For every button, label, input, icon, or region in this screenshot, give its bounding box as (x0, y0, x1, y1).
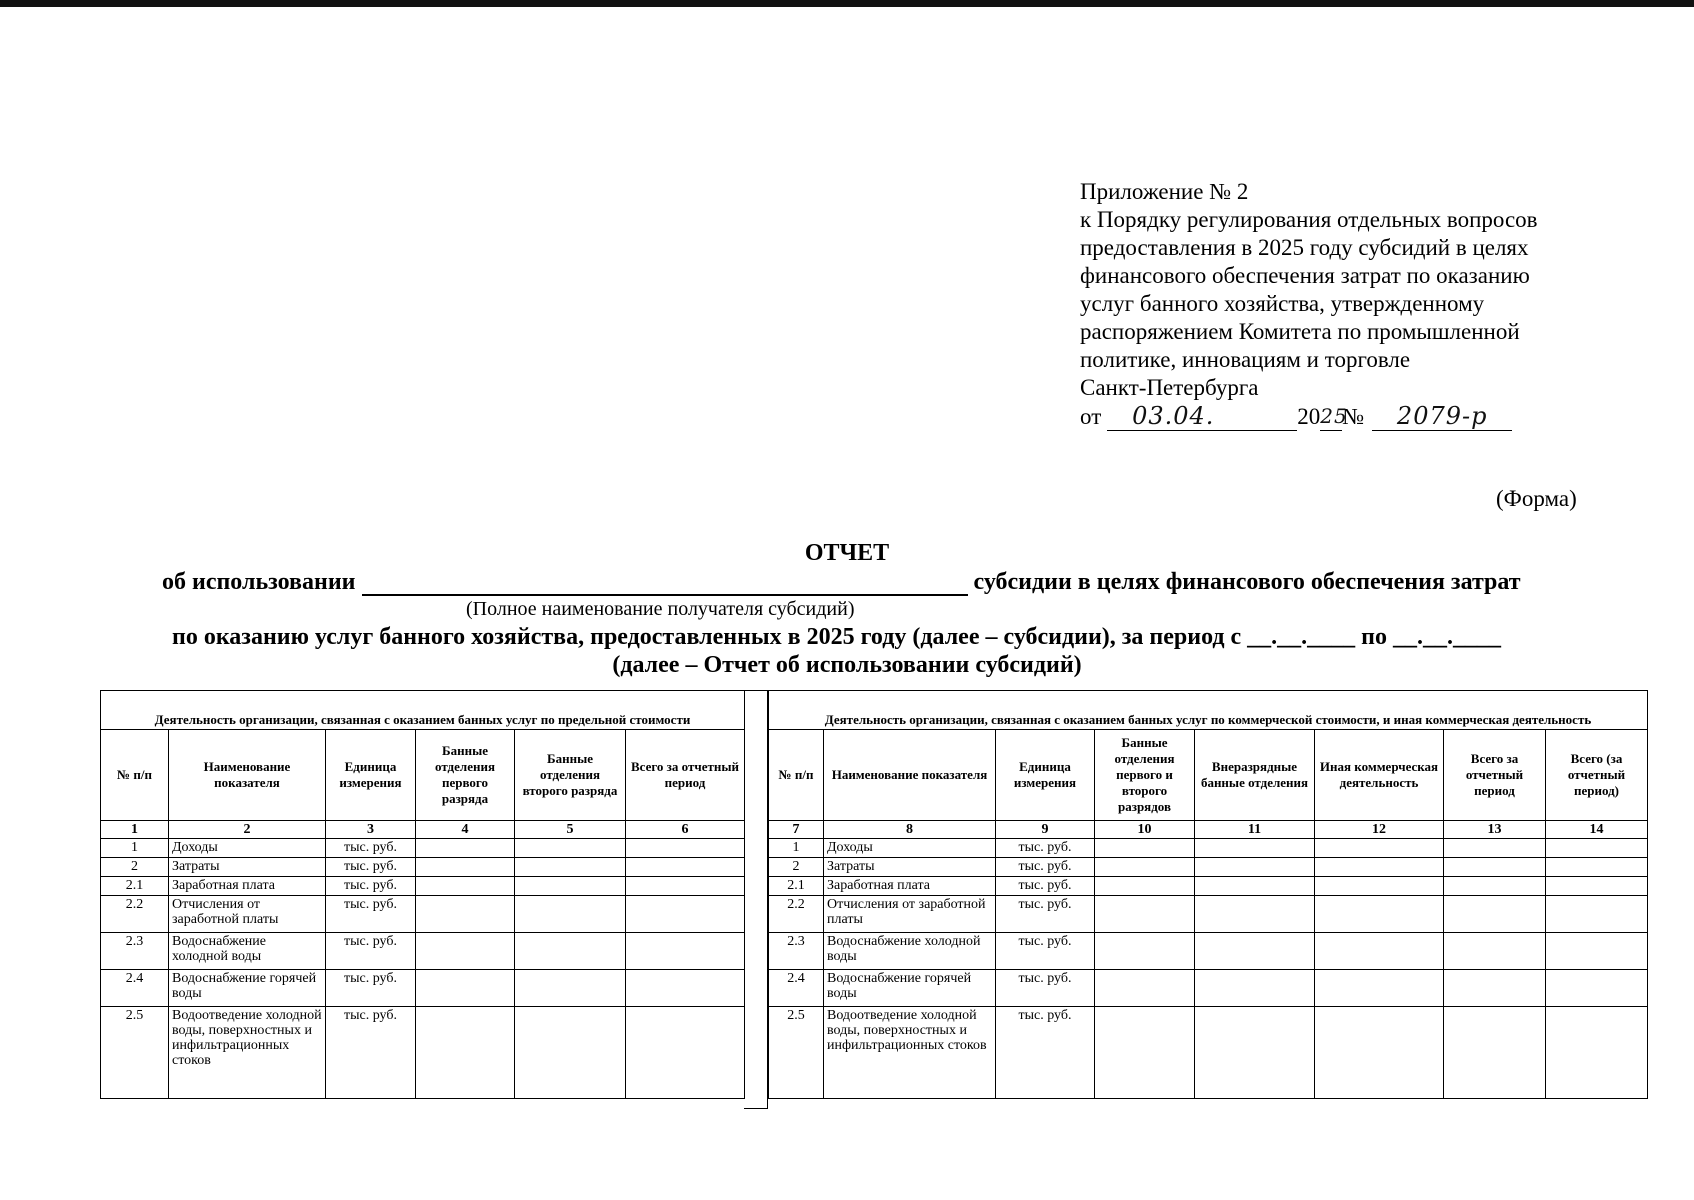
col-header: Всего за отчетный период (1444, 730, 1546, 821)
value-cell[interactable] (1546, 858, 1648, 877)
row-name: Отчисления от заработной платы (824, 896, 996, 933)
value-cell[interactable] (1546, 1007, 1648, 1099)
handwritten-order-number: 2079-р (1372, 402, 1512, 431)
row-number: 2 (101, 858, 169, 877)
col-header: № п/п (101, 730, 169, 821)
value-cell[interactable] (1315, 1007, 1444, 1099)
value-cell[interactable] (1546, 877, 1648, 896)
value-cell[interactable] (515, 839, 626, 858)
col-number: 3 (326, 821, 416, 839)
appendix-line: к Порядку регулирования отдельных вопросов (1080, 207, 1538, 232)
report-period-line: по оказанию услуг банного хозяйства, предоставленных в 2025 году (далее – субсидии), за период с __.__.____ по __.__.____ (172, 624, 1501, 650)
col-header: Банные отделения первого и второго разрядов (1095, 730, 1195, 821)
row-number: 2.3 (769, 933, 824, 970)
table-row (101, 858, 745, 877)
row-unit: тыс. руб. (996, 877, 1095, 896)
row-unit: тыс. руб. (996, 858, 1095, 877)
value-cell[interactable] (1444, 1007, 1546, 1099)
value-cell[interactable] (626, 839, 745, 858)
row-number: 2.1 (101, 877, 169, 896)
right-column-number-row (769, 821, 1648, 839)
table-row (101, 1007, 745, 1099)
appendix-block (1080, 178, 1640, 431)
subtitle-right: субсидии в целях финансового обеспечения затрат (973, 569, 1521, 595)
col-number: 1 (101, 821, 169, 839)
year-prefix: 20 (1297, 404, 1321, 429)
row-name: Водоотведение холодной воды, поверхностных и инфильтрационных стоков (169, 1007, 326, 1099)
row-name: Доходы (824, 839, 996, 858)
value-cell[interactable] (1095, 877, 1195, 896)
left-report-table (100, 690, 745, 1099)
col-number: 6 (626, 821, 745, 839)
col-number: 14 (1546, 821, 1648, 839)
col-number: 9 (996, 821, 1095, 839)
row-unit: тыс. руб. (996, 933, 1095, 970)
row-name: Водоотведение холодной воды, поверхностных и инфильтрационных стоков (824, 1007, 996, 1099)
table-row (769, 877, 1648, 896)
value-cell[interactable] (626, 877, 745, 896)
value-cell[interactable] (1095, 839, 1195, 858)
row-number: 2 (769, 858, 824, 877)
value-cell[interactable] (1195, 858, 1315, 877)
col-header: Иная коммерческая деятельность (1315, 730, 1444, 821)
value-cell[interactable] (1546, 896, 1648, 933)
row-number: 2.4 (101, 970, 169, 1007)
table-row (769, 1007, 1648, 1099)
value-cell[interactable] (416, 896, 515, 933)
col-header: Наименование показателя (169, 730, 326, 821)
col-number: 11 (1195, 821, 1315, 839)
value-cell[interactable] (515, 970, 626, 1007)
col-header: Банные отделения первого разряда (416, 730, 515, 821)
row-unit: тыс. руб. (996, 970, 1095, 1007)
col-header: Единица измерения (996, 730, 1095, 821)
value-cell[interactable] (1195, 1007, 1315, 1099)
col-number: 4 (416, 821, 515, 839)
value-cell[interactable] (626, 1007, 745, 1099)
value-cell[interactable] (1195, 933, 1315, 970)
col-number: 8 (824, 821, 996, 839)
handwritten-date: 03.04. (1107, 402, 1239, 431)
col-header: Наименование показателя (824, 730, 996, 821)
table-separator (744, 690, 768, 1109)
scan-top-border (0, 0, 1694, 7)
appendix-line: политике, инновациям и торговле (1080, 347, 1411, 372)
value-cell[interactable] (1195, 839, 1315, 858)
appendix-line: предоставления в 2025 году субсидий в целях (1080, 235, 1529, 260)
table-row (769, 896, 1648, 933)
row-number: 2.2 (101, 896, 169, 933)
table-row (101, 839, 745, 858)
value-cell[interactable] (626, 896, 745, 933)
value-cell[interactable] (1444, 858, 1546, 877)
table-row (769, 839, 1648, 858)
appendix-line: Приложение № 2 (1080, 179, 1249, 204)
row-unit: тыс. руб. (326, 933, 416, 970)
value-cell[interactable] (416, 1007, 515, 1099)
row-number: 2.1 (769, 877, 824, 896)
value-cell[interactable] (1315, 858, 1444, 877)
row-name: Водоснабжение горячей воды (824, 970, 996, 1007)
value-cell[interactable] (515, 896, 626, 933)
row-name: Заработная плата (824, 877, 996, 896)
col-header: Единица измерения (326, 730, 416, 821)
value-cell[interactable] (416, 839, 515, 858)
value-cell[interactable] (416, 877, 515, 896)
row-number: 2.4 (769, 970, 824, 1007)
table-row (769, 858, 1648, 877)
value-cell[interactable] (1095, 970, 1195, 1007)
row-name: Водоснабжение горячей воды (169, 970, 326, 1007)
value-cell[interactable] (1546, 839, 1648, 858)
value-cell[interactable] (1315, 896, 1444, 933)
value-cell[interactable] (1095, 858, 1195, 877)
form-label: (Форма) (1496, 486, 1577, 511)
recipient-name-blank (362, 572, 968, 596)
value-cell[interactable] (1444, 877, 1546, 896)
order-date-line (1080, 402, 1640, 431)
value-cell[interactable] (1315, 839, 1444, 858)
value-cell[interactable] (1546, 933, 1648, 970)
row-name: Отчисления от заработной платы (169, 896, 326, 933)
row-unit: тыс. руб. (326, 970, 416, 1007)
value-cell[interactable] (1095, 896, 1195, 933)
row-name: Затраты (824, 858, 996, 877)
row-number: 1 (101, 839, 169, 858)
value-cell[interactable] (416, 933, 515, 970)
value-cell[interactable] (1095, 933, 1195, 970)
value-cell[interactable] (626, 933, 745, 970)
table-row (101, 970, 745, 1007)
row-name: Водоснабжение холодной воды (169, 933, 326, 970)
value-cell[interactable] (1195, 896, 1315, 933)
col-number: 10 (1095, 821, 1195, 839)
col-header: Внеразрядные банные отделения (1195, 730, 1315, 821)
report-title: ОТЧЕТ (804, 540, 890, 566)
row-name: Доходы (169, 839, 326, 858)
col-number: 13 (1444, 821, 1546, 839)
row-unit: тыс. руб. (996, 839, 1095, 858)
appendix-line: распоряжением Комитета по промышленной (1080, 319, 1520, 344)
table-row (101, 877, 745, 896)
value-cell[interactable] (515, 877, 626, 896)
value-cell[interactable] (1095, 1007, 1195, 1099)
col-number: 12 (1315, 821, 1444, 839)
col-number: 5 (515, 821, 626, 839)
row-name: Затраты (169, 858, 326, 877)
right-group-header: Деятельность организации, связанная с оказанием банных услуг по коммерческой стоимости, и иная коммерческая деятельность (769, 691, 1648, 730)
value-cell[interactable] (515, 858, 626, 877)
recipient-name-hint: (Полное наименование получателя субсидий) (466, 598, 855, 620)
date-blank-tail (1239, 402, 1297, 431)
value-cell[interactable] (1444, 839, 1546, 858)
right-header-row (769, 730, 1648, 821)
row-number: 2.5 (101, 1007, 169, 1099)
row-number: 1 (769, 839, 824, 858)
ot-label: от (1080, 404, 1102, 429)
subtitle-left: об использовании (162, 569, 356, 595)
row-number: 2.5 (769, 1007, 824, 1099)
col-header: Банные отделения второго разряда (515, 730, 626, 821)
value-cell[interactable] (1546, 970, 1648, 1007)
col-header: Всего за отчетный период (626, 730, 745, 821)
value-cell[interactable] (1315, 970, 1444, 1007)
table-row (769, 970, 1648, 1007)
value-cell[interactable] (1444, 970, 1546, 1007)
table-row (101, 933, 745, 970)
value-cell[interactable] (1195, 877, 1315, 896)
row-unit: тыс. руб. (326, 877, 416, 896)
row-unit: тыс. руб. (326, 858, 416, 877)
left-header-row (101, 730, 745, 821)
appendix-line: финансового обеспечения затрат по оказанию (1080, 263, 1530, 288)
row-number: 2.3 (101, 933, 169, 970)
col-number: 7 (769, 821, 824, 839)
value-cell[interactable] (1315, 877, 1444, 896)
row-unit: тыс. руб. (996, 896, 1095, 933)
value-cell[interactable] (1444, 896, 1546, 933)
value-cell[interactable] (416, 970, 515, 1007)
value-cell[interactable] (626, 970, 745, 1007)
value-cell[interactable] (1315, 933, 1444, 970)
row-unit: тыс. руб. (326, 839, 416, 858)
value-cell[interactable] (1195, 970, 1315, 1007)
value-cell[interactable] (626, 858, 745, 877)
right-report-table (768, 690, 1648, 1099)
table-row (101, 896, 745, 933)
appendix-line: Санкт-Петербурга (1080, 375, 1259, 400)
table-row (769, 933, 1648, 970)
row-unit: тыс. руб. (326, 1007, 416, 1099)
row-number: 2.2 (769, 896, 824, 933)
value-cell[interactable] (1444, 933, 1546, 970)
left-column-number-row (101, 821, 745, 839)
row-name: Заработная плата (169, 877, 326, 896)
col-header: № п/п (769, 730, 824, 821)
col-number: 2 (169, 821, 326, 839)
number-label: № (1342, 404, 1365, 429)
value-cell[interactable] (416, 858, 515, 877)
left-group-header: Деятельность организации, связанная с оказанием банных услуг по предельной стоимости (101, 691, 745, 730)
handwritten-year: 25 (1320, 402, 1342, 431)
row-unit: тыс. руб. (996, 1007, 1095, 1099)
value-cell[interactable] (515, 933, 626, 970)
row-unit: тыс. руб. (326, 896, 416, 933)
row-name: Водоснабжение холодной воды (824, 933, 996, 970)
appendix-line: услуг банного хозяйства, утвержденному (1080, 291, 1485, 316)
col-header: Всего (за отчетный период) (1546, 730, 1648, 821)
report-short-name: (далее – Отчет об использовании субсидий) (612, 652, 1082, 678)
value-cell[interactable] (515, 1007, 626, 1099)
report-subtitle-line (162, 569, 1521, 596)
